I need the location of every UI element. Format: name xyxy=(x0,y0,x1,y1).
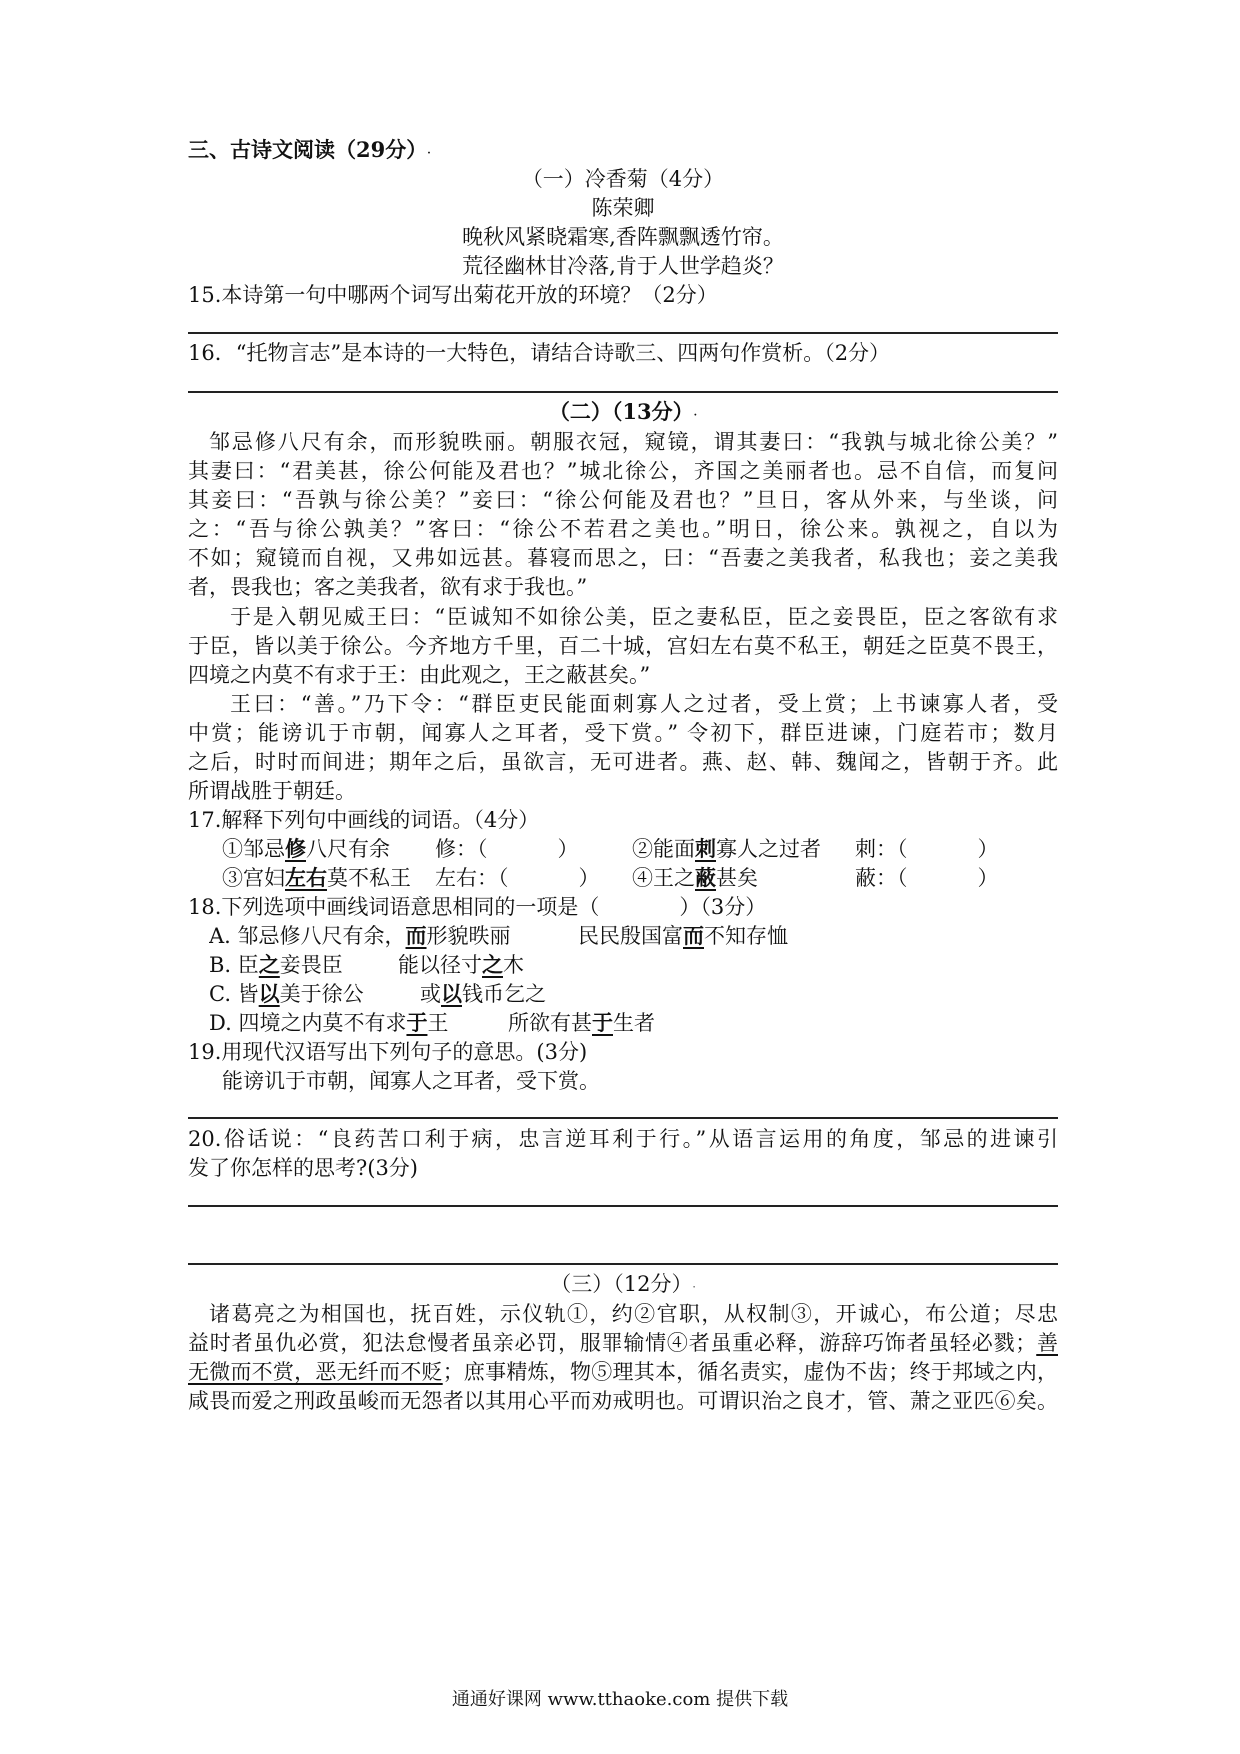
passage3-line-1: 诸葛亮之为相国也，抚百姓，示仪轨①，约②官职，从权制③，开诚心，布公道；尽忠 xyxy=(209,1302,1058,1326)
page-footer: 通通好课网 www.tthaoke.com 提供下载 xyxy=(451,1689,789,1710)
q17-item-2: ②能面刺寡人之过者 xyxy=(632,836,821,861)
q18-option-b: B. 臣之妾畏臣 xyxy=(209,952,343,977)
q17-blank-1: 修：（ ） xyxy=(435,837,579,861)
section-heading: 三、古诗文阅读（29分）. xyxy=(188,137,431,162)
passage-line: 其妻曰：“君美甚，徐公何能及君也？”城北徐公，齐国之美丽者也。忌不自信，而复问 xyxy=(188,459,1058,483)
q18-option-c-2: 或以钱币乞之 xyxy=(420,981,546,1006)
passage-line: 之后，时时而间进；期年之后，虽欲言，无可进者。燕、赵、韩、魏闻之，皆朝于齐。此 xyxy=(188,750,1058,774)
question-19: 19.用现代汉语写出下列句子的意思。(3分) xyxy=(188,1040,588,1064)
passage-line: 不如；窥镜而自视，又弗如远甚。暮寝而思之，曰：“吾妻之美我者，私我也；妾之美我 xyxy=(188,546,1058,570)
q17-item-4: ④王之蔽甚矣 xyxy=(632,865,758,890)
question-18: 18.下列选项中画线词语意思相同的一项是（ ）（3分） xyxy=(188,895,767,919)
q17-blank-2: 刺：（ ） xyxy=(855,837,999,861)
passage-line: 者，畏我也；客之美我者，欲有求于我也。” xyxy=(188,575,588,599)
q18-option-b-2: 能以径寸之木 xyxy=(398,952,524,977)
question-20-line-1: 20.俗话说：“良药苦口利于病，忠言逆耳利于行。”从语言运用的角度，邹忌的进谏引 xyxy=(188,1127,1058,1151)
part3-heading: （三）（12分）. xyxy=(550,1272,696,1296)
passage-line: 邹忌修八尺有余，而形貌昳丽。朝服衣冠，窥镜，谓其妻曰：“我孰与城北徐公美？” xyxy=(209,430,1058,454)
poem-title: （一）冷香菊（4分） xyxy=(521,167,725,191)
answer-line-20a xyxy=(188,1205,1058,1207)
q19-sentence: 能谤讥于市朝，闻寡人之耳者，受下赏。 xyxy=(222,1069,600,1093)
passage3-line-3: 无微而不赏，恶无纤而不贬；庶事精炼，物⑤理其本，循名责实，虚伪不齿；终于邦域之内， xyxy=(188,1360,1058,1384)
passage-line: 王曰：“善。”乃下令：“群臣吏民能面刺寡人之过者，受上赏；上书谏寡人者，受 xyxy=(230,692,1058,716)
q18-option-a-2: 民民殷国富而不知存恤 xyxy=(578,923,788,948)
q17-blank-3: 左右：（ ） xyxy=(435,866,600,890)
question-15: 15.本诗第一句中哪两个词写出菊花开放的环境？（2分） xyxy=(188,283,718,307)
passage3-line-2: 益时者虽仇必赏，犯法怠慢者虽亲必罚，服罪输情④者虽重必释，游辞巧饰者虽轻必戮；善 xyxy=(188,1331,1058,1355)
q18-option-d: D. 四境之内莫不有求于王 xyxy=(209,1010,449,1035)
passage-line: 四境之内莫不有求于王：由此观之，王之蔽甚矣。” xyxy=(188,663,651,687)
passage-line: 所谓战胜于朝廷。 xyxy=(188,779,356,803)
q17-item-1: ①邹忌修八尺有余 xyxy=(222,836,390,861)
answer-line-15 xyxy=(188,332,1058,334)
passage-line: 中赏；能谤讥于市朝，闻寡人之耳者，受下赏。” 令初下，群臣进谏，门庭若市；数月 xyxy=(188,721,1058,745)
q17-item-3: ③宫妇左右莫不私王 xyxy=(222,865,411,890)
question-20-line-2: 发了你怎样的思考?(3分) xyxy=(188,1156,419,1180)
q18-option-d-2: 所欲有甚于生者 xyxy=(508,1010,655,1035)
poem-line-1: 晚秋风紧晓霜寒,香阵飘飘透竹帘。 xyxy=(462,225,784,249)
poem-author: 陈荣卿 xyxy=(591,196,655,220)
question-16: 16．“托物言志”是本诗的一大特色，请结合诗歌三、四两句作赏析。（2分） xyxy=(188,341,891,365)
passage-line: 其妾曰：“吾孰与徐公美？”妾曰：“徐公何能及君也？”旦日，客从外来，与坐谈，问 xyxy=(188,488,1058,512)
question-17: 17.解释下列句中画线的词语。（4分） xyxy=(188,808,540,832)
answer-line-19 xyxy=(188,1117,1058,1119)
poem-line-2: 荒径幽林甘冷落,肯于人世学趋炎？ xyxy=(462,254,784,278)
answer-line-16 xyxy=(188,391,1058,393)
q18-option-a: A. 邹忌修八尺有余，而形貌昳丽 xyxy=(209,923,511,948)
passage-line: 之：“吾与徐公孰美？”客曰：“徐公不若君之美也。”明日，徐公来。孰视之，自以为 xyxy=(188,517,1058,541)
answer-line-20b xyxy=(188,1263,1058,1265)
part2-heading: （二）（13分）. xyxy=(548,399,698,424)
passage-line: 于臣，皆以美于徐公。今齐地方千里，百二十城，宫妇左右莫不私王，朝廷之臣莫不畏王， xyxy=(188,634,1058,658)
passage-line: 于是入朝见威王曰：“臣诚知不如徐公美，臣之妻私臣，臣之妾畏臣，臣之客欲有求 xyxy=(230,605,1058,629)
passage3-line-4: 咸畏而爱之刑政虽峻而无怨者以其用心平而劝戒明也。可谓识治之良才，管、萧之亚匹⑥矣。 xyxy=(188,1389,1058,1413)
q17-blank-4: 蔽：（ ） xyxy=(855,866,999,890)
q18-option-c: C. 皆以美于徐公 xyxy=(209,981,364,1006)
